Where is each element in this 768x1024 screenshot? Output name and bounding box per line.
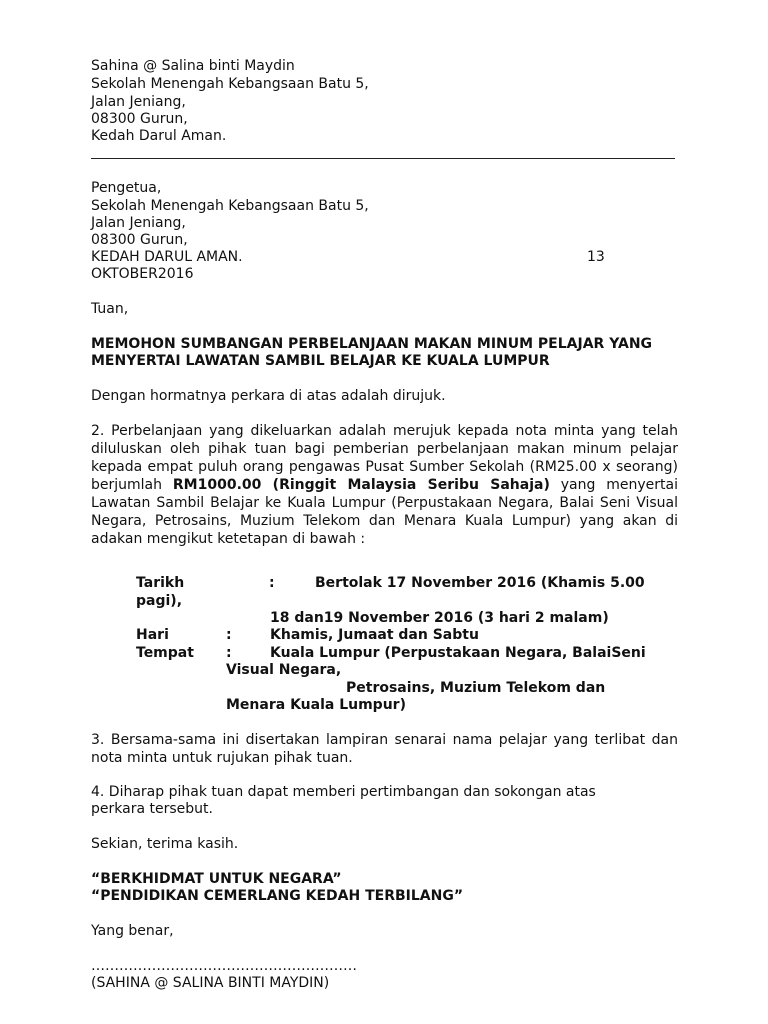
tarikh-value-2: 18 dan19 November 2016 (3 hari 2 malam): [270, 610, 609, 626]
sender-street: Jalan Jeniang,: [91, 94, 186, 110]
paragraph-2-amount: RM1000.00 (Ringgit Malaysia Seribu Sahaja): [172, 477, 550, 493]
paragraph-2-rest: yang menyertai Lawatan Sambil Belajar ke Kuala Lumpur (Perpustakaan Negara, Balai Seni Visual Negara, Petrosains, Muzium Telekom dan Menara Kuala Lumpur) yang akan di adakan mengikut ketetapan di bawah :: [91, 477, 678, 547]
recipient-state: KEDAH DARUL AMAN.: [91, 249, 243, 265]
subject-line-2: MENYERTAI LAWATAN SAMBIL BELAJAR KE KUALA LUMPUR: [91, 353, 550, 369]
motto-1: “BERKHIDMAT UNTUK NEGARA”: [91, 871, 342, 887]
subject-line-1: MEMOHON SUMBANGAN PERBELANJAAN MAKAN MINUM PELAJAR YANG: [91, 336, 653, 352]
paragraph-2-lead: 2. Perbelanjaan yang dikeluarkan adalah merujuk kepada nota minta yang telah diluluskan oleh pihak tuan bagi pemberian perbelanjaan makan minum pelajar kepada empat puluh orang pengawas Pusat Sumber Sekolah (RM25.00 x seorang) berjumlah: [91, 423, 678, 493]
sender-name: Sahina @ Salina binti Maydin: [91, 58, 295, 74]
tempat-label: Tempat: [136, 645, 194, 661]
letter-date-month-year: OKTOBER2016: [91, 266, 194, 282]
recipient-postcode: 08300 Gurun,: [91, 232, 188, 248]
tempat-value-2: Petrosains, Muzium Telekom dan: [346, 680, 606, 696]
tarikh-colon: :: [269, 575, 275, 591]
hari-label: Hari: [136, 627, 169, 643]
letter-date-day: 13: [587, 249, 605, 265]
paragraph-4-line-1: 4. Diharap pihak tuan dapat memberi pertimbangan dan sokongan atas: [91, 784, 596, 800]
tempat-value-2-wrap: Menara Kuala Lumpur): [226, 697, 406, 713]
closing: Sekian, terima kasih.: [91, 836, 239, 852]
recipient-street: Jalan Jeniang,: [91, 215, 186, 231]
recipient-title: Pengetua,: [91, 180, 162, 196]
tarikh-value-1: Bertolak 17 November 2016 (Khamis 5.00: [315, 575, 645, 591]
tempat-value-1: Kuala Lumpur (Perpustakaan Negara, BalaiSeni: [270, 645, 646, 661]
tempat-value-1-wrap: Visual Negara,: [226, 662, 342, 678]
paragraph-3: 3. Bersama-sama ini disertakan lampiran senarai nama pelajar yang terlibat dan nota minta untuk rujukan pihak tuan.: [91, 732, 678, 766]
hari-value: Khamis, Jumaat dan Sabtu: [270, 627, 479, 643]
hari-colon: :: [226, 627, 232, 643]
recipient-school: Sekolah Menengah Kebangsaan Batu 5,: [91, 198, 369, 214]
sender-postcode: 08300 Gurun,: [91, 111, 188, 127]
sender-school: Sekolah Menengah Kebangsaan Batu 5,: [91, 76, 369, 92]
salutation: Tuan,: [91, 301, 129, 317]
tarikh-value-1-wrap: pagi),: [136, 593, 183, 609]
sender-state: Kedah Darul Aman.: [91, 128, 227, 144]
header-divider: [91, 158, 675, 159]
signoff: Yang benar,: [91, 923, 174, 939]
paragraph-2: [91, 422, 678, 548]
motto-2: “PENDIDIKAN CEMERLANG KEDAH TERBILANG”: [91, 888, 464, 904]
signatory-name: (SAHINA @ SALINA BINTI MAYDIN): [91, 975, 330, 991]
paragraph-4-line-2: perkara tersebut.: [91, 801, 213, 817]
signature-line: …………………………………………………: [91, 958, 357, 974]
tarikh-label: Tarikh: [136, 575, 185, 591]
intro-paragraph: Dengan hormatnya perkara di atas adalah dirujuk.: [91, 388, 446, 404]
tempat-colon: :: [226, 645, 232, 661]
